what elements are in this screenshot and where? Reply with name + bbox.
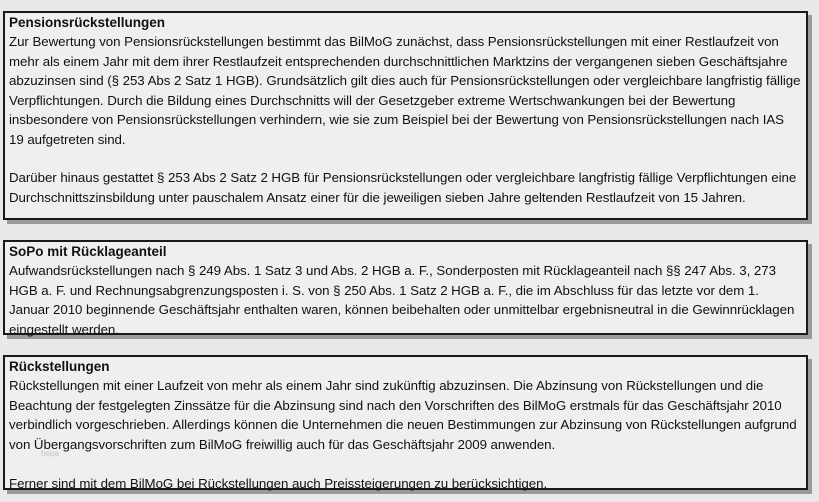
section-paragraph: Aufwandsrückstellungen nach § 249 Abs. 1 Satz 3 und Abs. 2 HGB a. F., Sonderposten mit Rücklageanteil nach §§ 247 Abs. 3, 273 HGB a. F. und Rechnungsabgrenzungsposten i. S. von § 250 Abs. 1 Satz 2 HGB a. F., die im Abschluss für das letzte vor dem 1. Januar 2010 beginnende Geschäftsjahr enthalten waren, können beibehalten oder unmittelbar ergebnisneutral in die Gewinnrücklagen eingestellt werden. — [9, 263, 795, 337]
section-title: Rückstellungen — [9, 359, 110, 374]
section-paragraph: Darüber hinaus gestattet § 253 Abs 2 Satz 2 HGB für Pensionsrückstellungen oder vergleichbare langfristig fällige Verpflichtungen eine Durchschnittszinsbildung unter pauschalem Ansatz einer für die jeweiligen sieben Jahre geltenden Restlaufzeit von 15 Jahren. — [9, 170, 797, 205]
section-title: Pensionsrückstellungen — [9, 15, 166, 30]
section-title: SoPo mit Rücklageanteil — [9, 244, 167, 259]
section-sopo-ruecklageanteil — [3, 240, 808, 335]
section-paragraph: Rückstellungen mit einer Laufzeit von mehr als einem Jahr sind zukünftig abzuzinsen. Die Abzinsung von Rückstellungen und die Beachtung der festgelegten Zinssätze für die Abzinsung sind nach den Vorschriften des BilMoG erstmals für das Geschäftsjahr 2010 verbindlich vorgeschrieben. Allerdings können die Unternehmen die neuen Bestimmungen zur Abzinsung von Rückstellungen aufgrund von Übergangsvorschriften zum BilMoG freiwillig auch für das Geschäftsjahr 2009 anwenden. — [9, 378, 797, 452]
watermark: hepa — [41, 449, 59, 458]
section-paragraph: Ferner sind mit dem BilMoG bei Rückstellungen auch Preissteigerungen zu berücksichtigen. — [9, 476, 548, 491]
section-pensionsrueckstellungen — [3, 11, 808, 220]
section-rueckstellungen — [3, 355, 808, 490]
section-paragraph: Zur Bewertung von Pensionsrückstellungen bestimmt das BilMoG zunächst, dass Pensionsrückstellungen mit einer Restlaufzeit von mehr als einem Jahr mit dem ihrer Restlaufzeit entsprechenden durchschnittlichen Marktzins der vergangenen sieben Geschäftsjahre abzuzinsen sind (§ 253 Abs 2 Satz 1 HGB). Grundsätzlich gilt dies auch für Pensionsrückstellungen oder vergleichbare langfristig fällige Verpflichtungen. Durch die Bildung eines Durchschnitts will der Gesetzgeber extreme Wertschwankungen bei der Bewertung insbesondere von Pensionsrückstellungen verhindern, wie sie zum Beispiel bei der Bewertung von Pensionsrückstellungen nach IAS 19 aufgetreten sind. — [9, 34, 801, 147]
